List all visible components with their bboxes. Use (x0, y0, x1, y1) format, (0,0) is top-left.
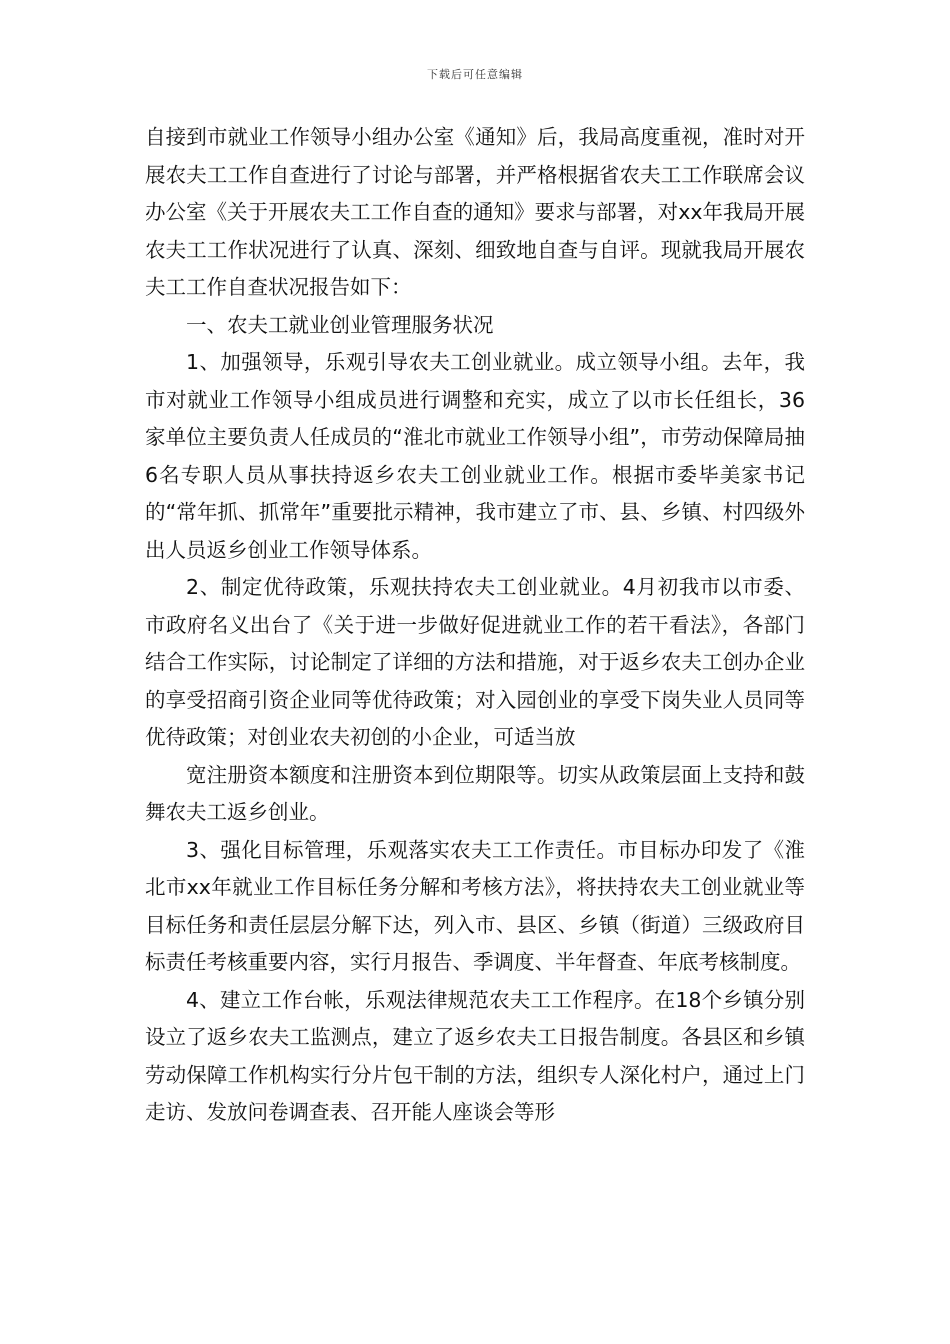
section-heading: 一、农夫工就业创业管理服务状况 (186, 312, 494, 337)
paragraph-item-4: 4、建立工作台帐，乐观法律规范农夫工工作程序。在18个乡镇分别设立了返乡农夫工监测点，建立了返乡农夫工日报告制度。各县区和乡镇劳动保障工作机构实行分片包干制的方法，组织专人深化村户，通过上门走访、发放问卷调查表、召开能人座谈会等形 (145, 987, 805, 1124)
paragraph-item-2-continued: 宽注册资本额度和注册资本到位期限等。切实从政策层面上支持和鼓舞农夫工返乡创业。 (145, 762, 805, 824)
paragraph-item-2: 2、制定优待政策，乐观扶持农夫工创业就业。4月初我市以市委、市政府名义出台了《关于进一步做好促进就业工作的若干看法》，各部门结合工作实际，讨论制定了详细的方法和措施，对于返乡农夫工创办企业的享受招商引资企业同等优待政策；对入园创业的享受下岗失业人员同等优待政策；对创业农夫初创的小企业，可适当放 (145, 575, 805, 749)
paragraph-item-3: 3、强化目标管理，乐观落实农夫工工作责任。市目标办印发了《淮北市xx年就业工作目标任务分解和考核方法》，将扶持农夫工创业就业等目标任务和责任层层分解下达，列入市、县区、乡镇（街道）三级政府目标责任考核重要内容，实行月报告、季调度、半年督查、年底考核制度。 (145, 837, 805, 974)
paragraph-intro: 自接到市就业工作领导小组办公室《通知》后，我局高度重视，准时对开展农夫工工作自查进行了讨论与部署，并严格根据省农夫工工作联席会议办公室《关于开展农夫工工作自查的通知》要求与部署，对xx年我局开展农夫工工作状况进行了认真、深刻、细致地自查与自评。现就我局开展农夫工工作自查状况报告如下： (145, 125, 805, 299)
paragraph-item-1: 1、加强领导，乐观引导农夫工创业就业。成立领导小组。去年，我市对就业工作领导小组成员进行调整和充实，成立了以市长任组长，36家单位主要负责人任成员的“淮北市就业工作领导小组”，市劳动保障局抽6名专职人员从事扶持返乡农夫工创业就业工作。根据市委毕美家书记的“常年抓、抓常年”重要批示精神，我市建立了市、县、乡镇、村四级外出人员返乡创业工作领导体系。 (145, 350, 805, 562)
page-header: 下载后可任意编辑 (427, 68, 523, 81)
document-body (145, 119, 805, 1132)
